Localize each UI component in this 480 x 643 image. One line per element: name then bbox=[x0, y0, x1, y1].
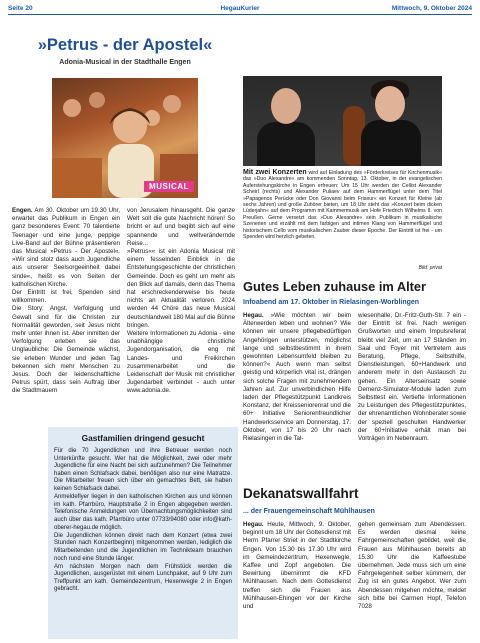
petrus-text: Am 30. Oktober um 19.30 Uhr, erwartet das Publikum in Engen ein ganz besonderes Event: 70 talentierte Teenager und eine junge, peppige Live-Band auf der Bühne präsentieren das Musical »Petrus - Der Apostel«. »Wir sind stolz dass auch Jugendliche aus unserer Seelsorgeeinheit dabei sinde«, heißt es von Seiten der katholischen Kirche. bbox=[12, 207, 120, 288]
petrus-column-1 bbox=[12, 207, 120, 396]
pianist-figure bbox=[257, 122, 315, 166]
dekanatswallfahrt-column-2 bbox=[358, 521, 466, 611]
cellist-face bbox=[375, 86, 405, 122]
petrus-column-2 bbox=[127, 207, 235, 396]
concert-lead: Mit zwei Konzerten bbox=[243, 169, 307, 176]
dekanatswallfahrt-subheadline: ... der Frauengemeinschaft Mühlhausen bbox=[243, 508, 375, 515]
petrus-subheadline: Adonia-Musical in der Stadthalle Engen bbox=[59, 59, 191, 66]
paper-name: HegauKurier bbox=[220, 5, 260, 12]
photo-credit: Bild: privat bbox=[418, 265, 442, 271]
dek-dateline: Hegau. bbox=[243, 521, 264, 528]
gastfamilien-text bbox=[54, 448, 232, 595]
petrus-paragraph bbox=[12, 207, 120, 289]
musical-photo bbox=[52, 78, 198, 198]
box-paragraph: Am nächsten Morgen nach dem Frühstück werden die Jugendlichen, ausgerüstet mit einem Lunchpaket, auf 9 Uhr zum Treffpunkt am kath. Gemeindezentrum, Hexenwegle 2 in Engen gebracht. bbox=[54, 563, 232, 593]
petrus-headline: »Petrus - der Apostel« bbox=[37, 36, 213, 54]
musical-photo-art bbox=[52, 78, 198, 198]
page-number: Seite 20 bbox=[8, 5, 33, 12]
gutes-text: wiesenhalle, Dr.-Fritz-Guth-Str. 7 ein - der Eintritt ist frei. Nach wenigen Grußworten und einem Impulsreferat bleibt viel Zeit, um an 17 Ständen im Saal und Foyer mit Vertretern aus Beratung, Pflege, Selbsthilfe, Dienstleistungen, 60+Handwerk und anderem mehr in den Austausch zu gehen. Ein Alterseinsatz sowie Demenz-Simulator-Module laden zum Selbsttest ein. Vertiefte Informationen zu Leistungen des Pflegestützpunktes, der ehrenamtlichen Wohnberater sowie der speziell geschulten Handwerker der 60+Initiative erhält man bei Vorträgen im Nebenraum. bbox=[358, 312, 466, 443]
petrus-dateline: Engen. bbox=[12, 207, 33, 214]
gutes-leben-column-1 bbox=[243, 312, 351, 443]
petrus-paragraph: »Petrus«« ist ein Adonia Musical mit einem fesselnden Einblick in die Entstehungsgeschichte der christlichen Gemeinde. Doch es geht um mehr als den Blick auf damals, denn das Thema hat erschreckenderweise bis heute nichts an Aktualität verloren. 2024 werden 44 Chöre das neue Musical deutschlandweit 180 Mal auf die Bühne bringen. bbox=[127, 248, 236, 329]
gutes-leben-headline: Gutes Leben zuhause im Alter bbox=[243, 279, 426, 294]
issue-date: Mittwoch, 9. Oktober 2024 bbox=[391, 5, 472, 12]
gutes-leben-column-2 bbox=[358, 312, 466, 443]
gastfamilien-box bbox=[48, 427, 238, 639]
petrus-paragraph: Der Eintritt ist frei, Spenden sind willkommen. bbox=[12, 289, 120, 305]
dekanatswallfahrt-column-1 bbox=[243, 521, 351, 611]
pianist-face bbox=[271, 88, 301, 124]
concert-text: wird auf Einladung des »Förderkreises für Kirchenmusik« das »Duo Alexandre« am kommenden Sonntag, 13. Oktober, in der evangelischen Auferstehungskirche in Engen erfreuen: Um 15 Uhr werden der Cellist Alexander Scheirl (rechts) und Alexander Puliaev auf dem Hammerflügel unter dem Titel »Papagenos Perücke oder Don Giovanni beim Friseur« ein Konzert für Kleine (ab sechs Jahren) und große Zuhörer bieten, um 18 Uhr steht das »Konzert beim dicken Lüderjahn« auf dem Programm mit Kammermusik am Hofe Friedrich Wilhelms II. von Preußen. Gerne versetzt das »Duo Alexandre« sein Publikum in musikalische Szenerien und erzählt mit dem farbigen und intimen Klang von Hammerflügel und historischem Cello vom musikalischen Zauber dieser Epoche. Der Eintritt ist frei - um Spenden wird herzlich gebeten. bbox=[243, 170, 442, 241]
page-header bbox=[0, 0, 480, 18]
box-paragraph: Anmeldeflyer liegen in den katholischen Kirchen aus und können im kath. Pfarrbüro, Hauptstraße 2 in Engen abgegeben werden. Telefonische Anmeldungen von Übernachtungsmöglichkeiten sind auch über das kath. Pfarrbüro unter 07733/94080 oder info@kath-oberer-hegau.de möglich. bbox=[54, 494, 232, 531]
cellist-figure bbox=[361, 120, 421, 166]
gutes-leben-subheadline: Infoabend am 17. Oktober in Rielasingen-Worblingen bbox=[243, 299, 420, 306]
gutes-dateline: Hegau. bbox=[243, 312, 264, 319]
dek-text: Heute, Mittwoch, 9. Oktober, beginnt um 18 Uhr der Gottesdienst mit Herrn Pfarrer Striet in der Stadtkirche Engen. Von 15.30 bis 17.30 Uhr wird im Gemeindezentrum, Hexenwegle, Kaffee und Zopf angeboten. Die Bewirtung übernimmt die KFD Mühlhausen. Nach dem Gottesdienst treffen sich die Frauen aus Mühlhausen-Ehingen vor der Kirche und bbox=[243, 521, 351, 611]
petrus-paragraph: Die Story: Angst, Verfolgung und Gewalt sind für die Christen zur Normalität geworden, seit Jesus nicht mehr unter ihnen ist. Aber inmitten der Verfolgung erleben sie das Unglaubliche: Die Gemeinde wächst, sie erleben Wunder und jeden Tag bekennen sich mehr Menschen zu Jesus. Doch der leidenschaftliche Petrus spürt, dass sein Auftrag über die Stadtmauern bbox=[12, 305, 120, 395]
petrus-paragraph: von Jerusalem hinausgeht. Die ganze Welt soll die gute Nachricht hören! So bricht er auf und begibt sich auf eine spannende und weltverändernde Reise... bbox=[127, 207, 235, 247]
gutes-text: »Wie möchten wir beim Älterwerden leben und wohnen? Wie können wir unsere pflegebedürftigen Angehörigen unterstützen, möglichst lange und selbstbestimmt in ihrem gewohnten Lebensumfeld bleiben zu können?« Auch wenn man selbst geistig und körperlich vital ist, drängen sich solche Fragen mit zunehmendem Jahren auf. Zur unverbindlichen Hilfe laden der Pflegestützpunkt Landkreis Konstanz, der Kreisseniorenrat und die 60+ Initiative Seniorenfreundlicher Handwerksservice am Donnerstag, 17. Oktober, von 17 bis 20 Uhr nach Rielasingen in die Tal- bbox=[243, 312, 351, 443]
petrus-paragraph: Weitere Informationen zu Adonia - eine unabhängige christliche Jugendorganisation, die eng mit Landes- und Freikirchen zusammenarbeitet und die Leidenschaft der Musik mit christlicher Jugendarbeit verbindet - auch unter www.adonia.de. bbox=[127, 330, 235, 395]
musical-tag: MUSICAL bbox=[144, 181, 194, 192]
header-rule bbox=[8, 14, 472, 15]
box-paragraph: Für die 70 Jugendlichen und ihre Betreuer werden noch Unterkünfte gesucht. Wer hat die Möglichkeit, zwei oder mehr Jugendliche für eine Nacht bei sich aufzunehmen? Die Teilnehmer haben einen Schlafsack dabei, benötigen also nur eine Matratze. Die Mitarbeiter freuen sich über ein gemachtes Bett, sie haben keinen Schlafsack dabei. bbox=[54, 448, 232, 492]
gastfamilien-title: Gastfamilien dringend gesucht bbox=[81, 433, 205, 443]
duo-photo bbox=[243, 76, 442, 166]
dekanatswallfahrt-headline: Dekanatswallfahrt bbox=[243, 486, 359, 501]
box-paragraph: Die Jugendlichen können direkt nach dem Konzert (etwa zwei Stunden nach Konzertbeginn) mitgenommen werden, lediglich die Mitarbeitenden und die Jugendlichen im Technikteam brauchen noch rund eine Stunde länger. bbox=[54, 532, 232, 562]
dek-text: gehen gemeinsam zum Abendessen. Es werden diesmal keine Fahrgemeinschaften gebildet, weil die Frauen aus Mühlhausen bereits ab 15.30 Uhr die Kaffeestube übernehmen. Jede muss sich um eine Fahrgelegenheit selber kümmern, der Zug ist ein gutes Angebot. Wer zum Abendessen mitgehen möchte, meldet sich bitte bei Carmen Hopf, Telefon 7028 bbox=[358, 521, 466, 611]
concert-caption bbox=[243, 170, 442, 240]
